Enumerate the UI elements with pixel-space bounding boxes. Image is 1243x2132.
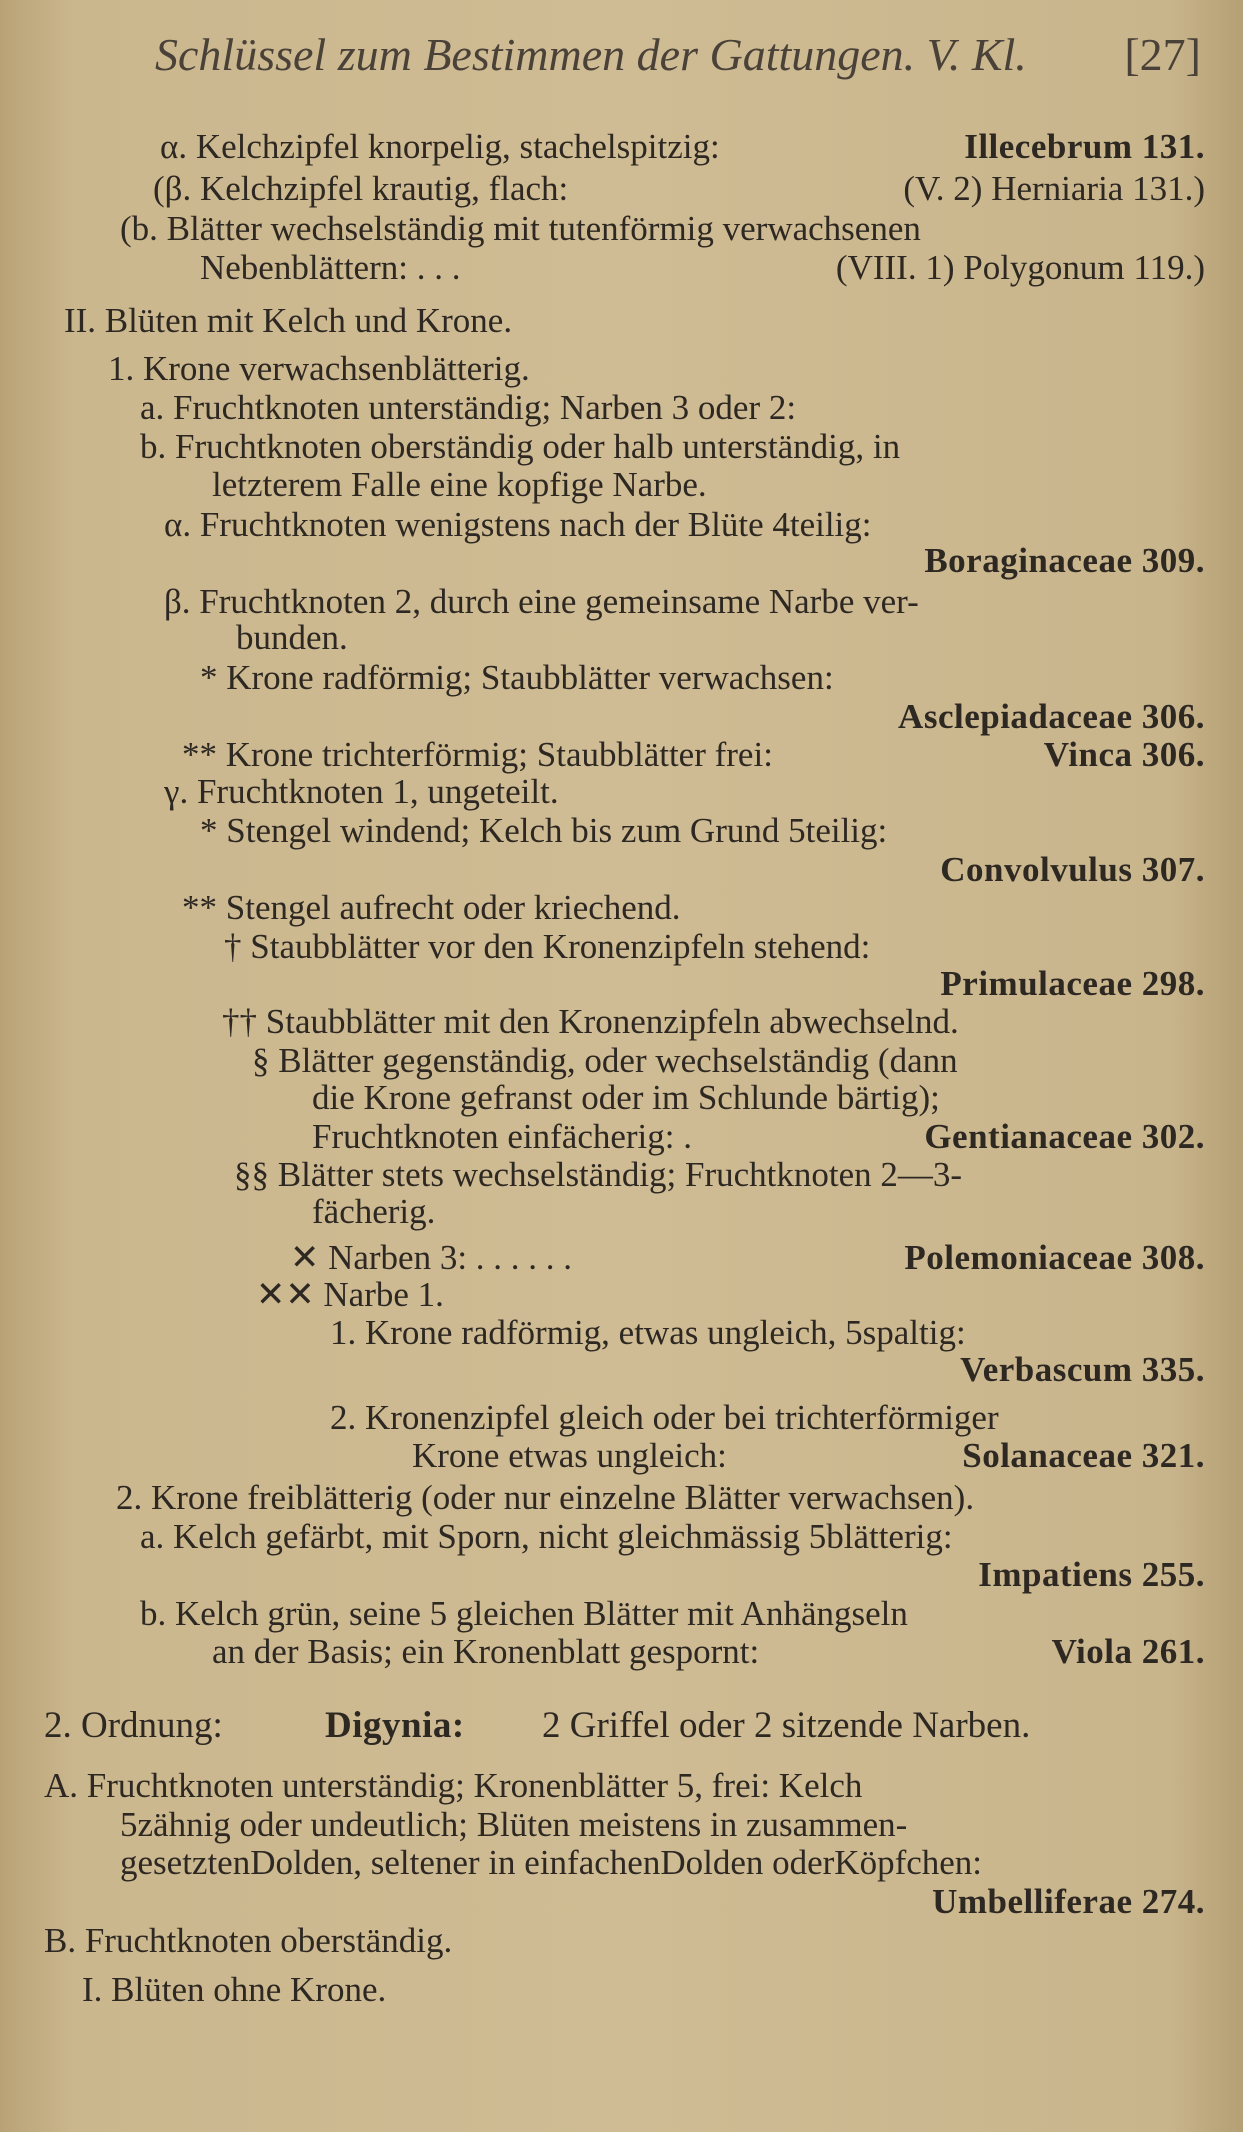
key-line: a. Kelch gefärbt, mit Sporn, nicht gleichmässig 5blätterig:: [140, 1517, 953, 1556]
key-line: I. Blüten ohne Krone.: [82, 1970, 387, 2009]
key-line: Nebenblättern: . . .: [200, 248, 461, 287]
key-line: Fruchtknoten einfächerig: .: [312, 1117, 693, 1156]
family-name: Gentianaceae 302.: [924, 1117, 1205, 1156]
key-line: bunden.: [236, 618, 348, 657]
key-line: 1. Krone radförmig, etwas ungleich, 5spaltig:: [330, 1313, 966, 1352]
genus-name: Impatiens 255.: [978, 1555, 1205, 1594]
header-title: Schlüssel zum Bestimmen der Gattungen. V. Kl.: [155, 29, 1027, 80]
key-line: ** Krone trichterförmig; Staubblätter frei:: [182, 735, 773, 774]
key-line: B. Fruchtknoten oberständig.: [44, 1921, 453, 1960]
family-name: Primulaceae 298.: [940, 964, 1205, 1003]
running-header: [0, 28, 1243, 98]
order-name: Digynia:: [325, 1705, 465, 1746]
key-line: ✕ Narben 3: . . . . . .: [290, 1238, 573, 1277]
key-line: † Staubblätter vor den Kronenzipfeln stehend:: [224, 927, 871, 966]
key-line: * Stengel windend; Kelch bis zum Grund 5teilig:: [200, 811, 888, 850]
genus-name: Illecebrum 131.: [964, 127, 1205, 166]
order-heading: 2. Ordnung:: [44, 1705, 223, 1746]
key-line: b. Kelch grün, seine 5 gleichen Blätter mit Anhängseln: [140, 1594, 908, 1633]
key-line: die Krone gefranst oder im Schlunde bärtig);: [312, 1078, 940, 1117]
key-line: §§ Blätter stets wechselständig; Fruchtknoten 2—3-: [234, 1155, 963, 1194]
key-line: ✕✕ Narbe 1.: [256, 1275, 444, 1314]
key-line: * Krone radförmig; Staubblätter verwachsen:: [200, 658, 834, 697]
key-line: γ. Fruchtknoten 1, ungeteilt.: [164, 772, 559, 811]
key-line: (b. Blätter wechselständig mit tutenförmig verwachsenen: [120, 209, 921, 248]
key-line: 2. Kronenzipfel gleich oder bei trichterförmiger: [330, 1398, 999, 1437]
key-line: b. Fruchtknoten oberständig oder halb unterständig, in: [140, 427, 901, 466]
key-line: fächerig.: [312, 1192, 436, 1231]
family-name: Umbelliferae 274.: [932, 1882, 1205, 1921]
key-line: 2. Krone freiblätterig (oder nur einzelne Blätter verwachsen).: [116, 1478, 975, 1517]
key-line: †† Staubblätter mit den Kronenzipfeln abwechselnd.: [222, 1002, 959, 1041]
key-line: 1. Krone verwachsenblätterig.: [108, 349, 530, 388]
genus-name: Viola 261.: [1051, 1632, 1205, 1671]
key-line: 5zähnig oder undeutlich; Blüten meistens in zusammen-: [120, 1805, 908, 1844]
key-line: A. Fruchtknoten unterständig; Kronenblätter 5, frei: Kelch: [44, 1766, 863, 1805]
key-reference: (V. 2) Herniaria 131.): [903, 169, 1205, 208]
family-name: Polemoniaceae 308.: [904, 1238, 1205, 1277]
key-line: § Blätter gegenständig, oder wechselständig (dann: [252, 1041, 958, 1080]
key-line: (β. Kelchzipfel krautig, flach:: [153, 169, 569, 208]
key-line: Krone etwas ungleich:: [412, 1436, 727, 1475]
key-line: gesetztenDolden, seltener in einfachenDolden oderKöpfchen:: [120, 1843, 983, 1882]
key-line: an der Basis; ein Kronenblatt gespornt:: [212, 1632, 760, 1671]
family-name: Boraginaceae 309.: [924, 541, 1205, 580]
order-description: 2 Griffel oder 2 sitzende Narben.: [542, 1705, 1031, 1746]
key-line: α. Kelchzipfel knorpelig, stachelspitzig:: [160, 127, 720, 166]
genus-name: Convolvulus 307.: [940, 850, 1205, 889]
page-number: [27]: [1124, 29, 1201, 80]
genus-name: Vinca 306.: [1043, 735, 1205, 774]
key-line: ** Stengel aufrecht oder kriechend.: [182, 888, 681, 927]
key-line: letzterem Falle eine kopfige Narbe.: [212, 465, 707, 504]
key-reference: (VIII. 1) Polygonum 119.): [835, 248, 1205, 287]
key-line: β. Fruchtknoten 2, durch eine gemeinsame Narbe ver-: [164, 582, 919, 621]
family-name: Solanaceae 321.: [962, 1436, 1205, 1475]
family-name: Asclepiadaceae 306.: [898, 697, 1205, 736]
genus-name: Verbascum 335.: [960, 1350, 1205, 1389]
key-line: a. Fruchtknoten unterständig; Narben 3 oder 2:: [140, 388, 797, 427]
key-line: α. Fruchtknoten wenigstens nach der Blüte 4teilig:: [164, 505, 872, 544]
section-heading: II. Blüten mit Kelch und Krone.: [64, 301, 513, 340]
